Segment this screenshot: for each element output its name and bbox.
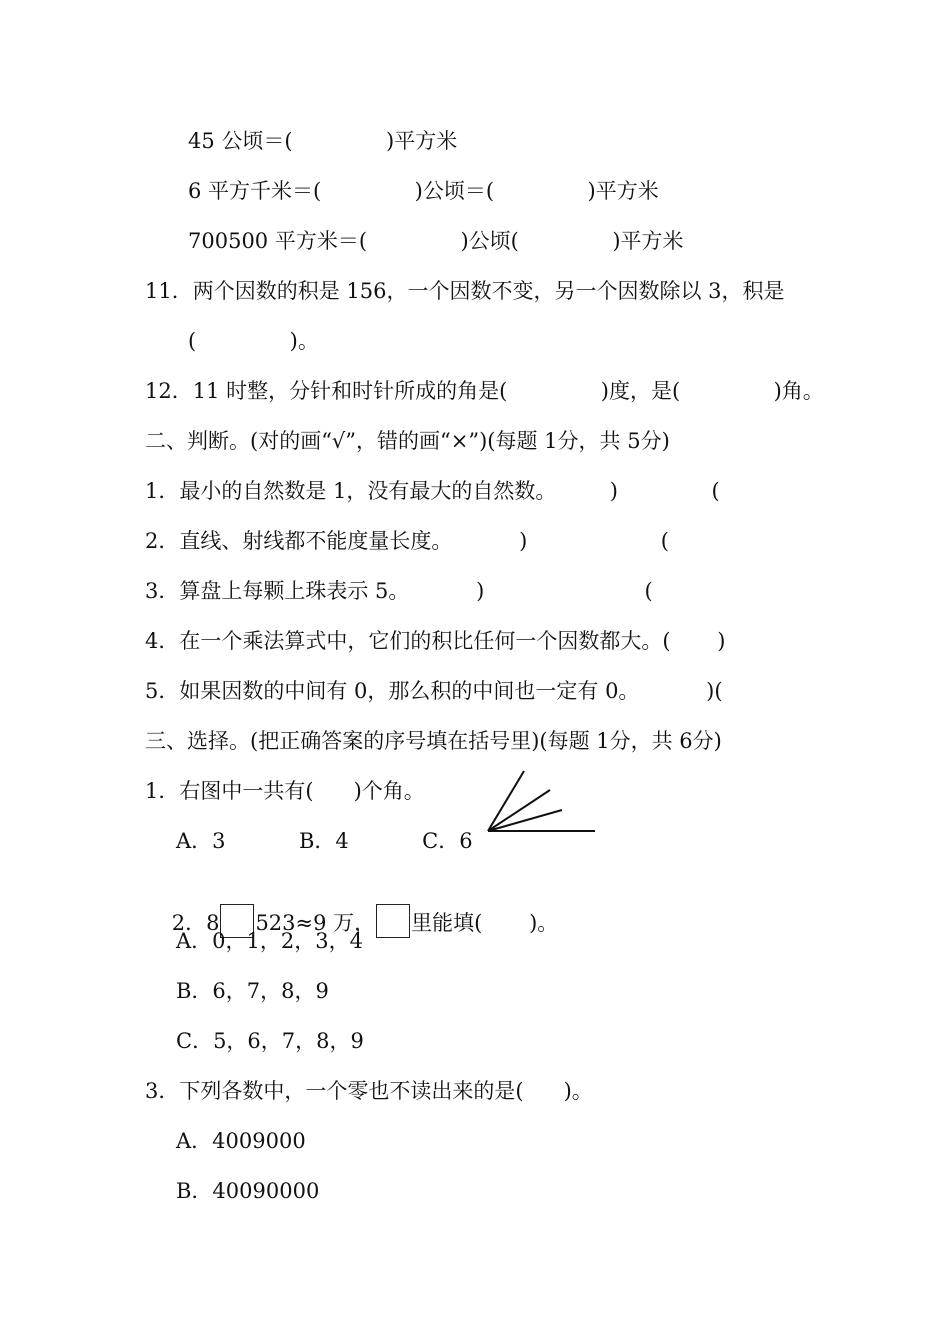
choice-2-prefix: 2．8 <box>171 911 220 935</box>
judge-item-5: 5．如果因数的中间有 0，那么积的中间也一定有 0。 )( <box>145 679 723 703</box>
judge-item-1: 1．最小的自然数是 1，没有最大的自然数。 ) ( <box>145 479 720 503</box>
judge-item-3: 3．算盘上每颗上珠表示 5。 ) ( <box>145 579 653 603</box>
choice-1-options: A．3 B．4 C．6 <box>176 829 473 853</box>
choice-3-option-b: B．40090000 <box>176 1179 320 1203</box>
question-11: 11．两个因数的积是 156，一个因数不变，另一个因数除以 3，积是 <box>145 279 785 303</box>
conversion-line-square-km: 6 平方千米＝( )公顷＝( )平方米 <box>188 179 659 203</box>
judge-item-4: 4．在一个乘法算式中，它们的积比任何一个因数都大。( ) <box>145 629 726 653</box>
choice-2-option-a: A．0，1，2，3，4 <box>176 929 363 953</box>
choice-2-option-c: C．5，6，7，8，9 <box>176 1029 364 1053</box>
section-2-heading: 二、判断。(对的画“√”，错的画“×”)(每题 1分，共 5分) <box>145 429 670 453</box>
conversion-line-square-m: 700500 平方米＝( )公顷( )平方米 <box>188 229 684 253</box>
choice-2-option-b: B．6，7，8，9 <box>176 979 329 1003</box>
ray-middle <box>488 790 550 831</box>
question-12: 12．11 时整，分针和时针所成的角是( )度，是( )角。 <box>145 379 824 403</box>
judge-item-2: 2．直线、射线都不能度量长度。 ) ( <box>145 529 670 553</box>
angle-figure <box>482 768 602 838</box>
conversion-line-hectare: 45 公顷＝( )平方米 <box>188 129 458 153</box>
choice-question-3: 3．下列各数中，一个零也不读出来的是( )。 <box>145 1079 593 1103</box>
question-11-blank: ( )。 <box>188 329 319 353</box>
choice-2-middle: 523≈9 万， <box>255 911 376 935</box>
choice-question-1: 1．右图中一共有( )个角。 <box>145 779 425 803</box>
choice-3-option-a: A．4009000 <box>176 1129 306 1153</box>
digit-box <box>376 904 410 938</box>
choice-2-suffix: 里能填( )。 <box>411 911 559 935</box>
section-3-heading: 三、选择。(把正确答案的序号填在括号里)(每题 1分，共 6分) <box>145 729 722 753</box>
